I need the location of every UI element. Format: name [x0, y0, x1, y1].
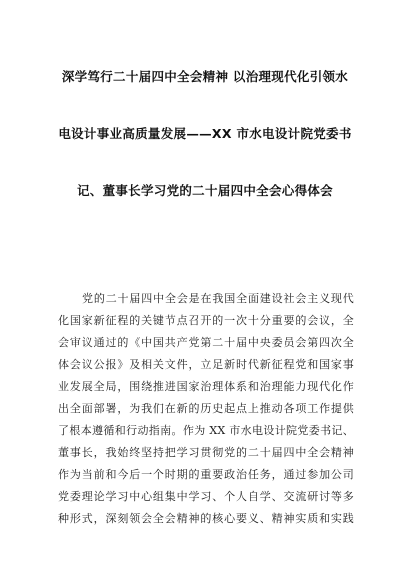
- body-line-11: 种形式，深刻领会全会精神的核心要义、精神实质和实践: [58, 512, 354, 525]
- body-line-3: 会审议通过的《中国共产党第二十届中央委员会第四次全: [58, 336, 354, 349]
- body-line-5: 业发展全局，围绕推进国家治理体系和治理能力现代化作: [58, 380, 354, 393]
- body-line-2: 化国家新征程的关键节点召开的一次十分重要的会议，全: [58, 314, 354, 327]
- body-line-4: 体会议公报》及相关文件，立足新时代新征程党和国家事: [58, 358, 354, 371]
- body-line-10: 党委理论学习中心组集中学习、个人自学、交流研讨等多: [58, 490, 354, 503]
- body-line-7: 了根本遵循和行动指南。作为 XX 市水电设计院党委书记、: [58, 424, 354, 437]
- document-title-line-1: 深学笃行二十届四中全会精神 以治理现代化引领水: [61, 69, 349, 84]
- body-line-1: 党的二十届四中全会是在我国全面建设社会主义现代: [82, 292, 354, 305]
- document-title-line-2: 电设计事业高质量发展——XX 市水电设计院党委书: [58, 126, 352, 141]
- body-line-6: 出全面部署，为我们在新的历史起点上推动各项工作提供: [58, 402, 354, 415]
- body-line-9: 作为当前和今后一个时期的重要政治任务，通过参加公司: [58, 468, 354, 481]
- document-title-line-3: 记、董事长学习党的二十届四中全会心得体会: [76, 183, 333, 198]
- body-line-8: 董事长，我始终坚持把学习贯彻党的二十届四中全会精神: [58, 446, 354, 459]
